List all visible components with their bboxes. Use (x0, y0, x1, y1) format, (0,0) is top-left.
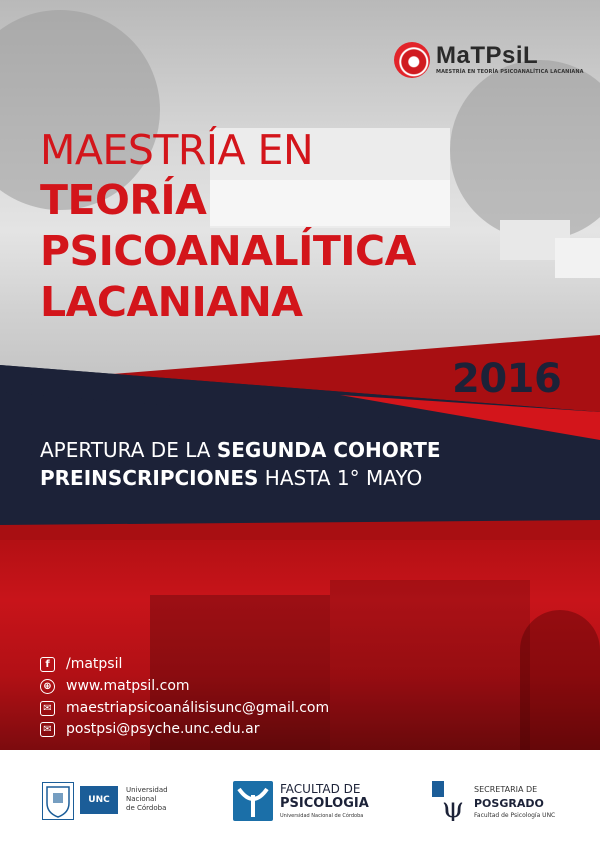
contact-website-text: www.matpsil.com (66, 678, 190, 694)
matpsil-mark-icon (394, 42, 430, 78)
logo-subtitle: MAESTRÍA EN TEORÍA PSICOANALÍTICA LACANIANA (436, 69, 584, 75)
posgrado-psi-icon (432, 781, 466, 821)
title-line-2: TEORÍA (40, 176, 207, 224)
contact-email-1[interactable] (40, 699, 329, 717)
facultad-line-1: FACULTAD DE (280, 782, 361, 796)
psicologia-logo-icon (233, 781, 273, 821)
contact-facebook[interactable] (40, 655, 122, 673)
facultad-line-2: PSICOLOGIA (280, 796, 369, 811)
unc-name: Universidad Nacional de Córdoba (126, 786, 168, 812)
contact-email-1-text: maestriapsicoanálisisunc@gmail.com (66, 700, 330, 716)
posgrado-line-3: Facultad de Psicología UNC (474, 812, 556, 819)
title-line-3: PSICOANALÍTICA (40, 227, 416, 275)
contact-facebook-text: /matpsil (66, 656, 123, 672)
mail-icon: ✉ (40, 701, 55, 716)
logo-title: MaTPsiL (436, 42, 539, 69)
matpsil-logo (394, 40, 584, 82)
year: 2016 (452, 356, 562, 402)
unc-badge: UNC (80, 786, 118, 814)
unc-shield-icon (42, 782, 74, 820)
title-line-4: LACANIANA (40, 278, 303, 326)
posgrado-line-2: POSGRADO (474, 797, 544, 810)
posgrado-line-1: SECRETARIA DE (474, 785, 538, 794)
announcement-line-1: APERTURA DE LA SEGUNDA COHORTE (40, 438, 441, 462)
facebook-icon: f (40, 657, 55, 672)
announcement-line-2: PREINSCRIPCIONES HASTA 1° MAYO (40, 466, 423, 490)
mail-icon: ✉ (40, 722, 55, 737)
contact-email-2[interactable] (40, 720, 259, 738)
contact-website[interactable] (40, 677, 190, 695)
contact-email-2-text: postpsi@psyche.unc.edu.ar (66, 721, 260, 737)
svg-text:ψ: ψ (442, 791, 464, 821)
title-line-1: MAESTRÍA EN (40, 126, 314, 174)
globe-icon: ⊕ (40, 679, 55, 694)
facultad-line-3: Universidad Nacional de Córdoba (280, 813, 364, 819)
